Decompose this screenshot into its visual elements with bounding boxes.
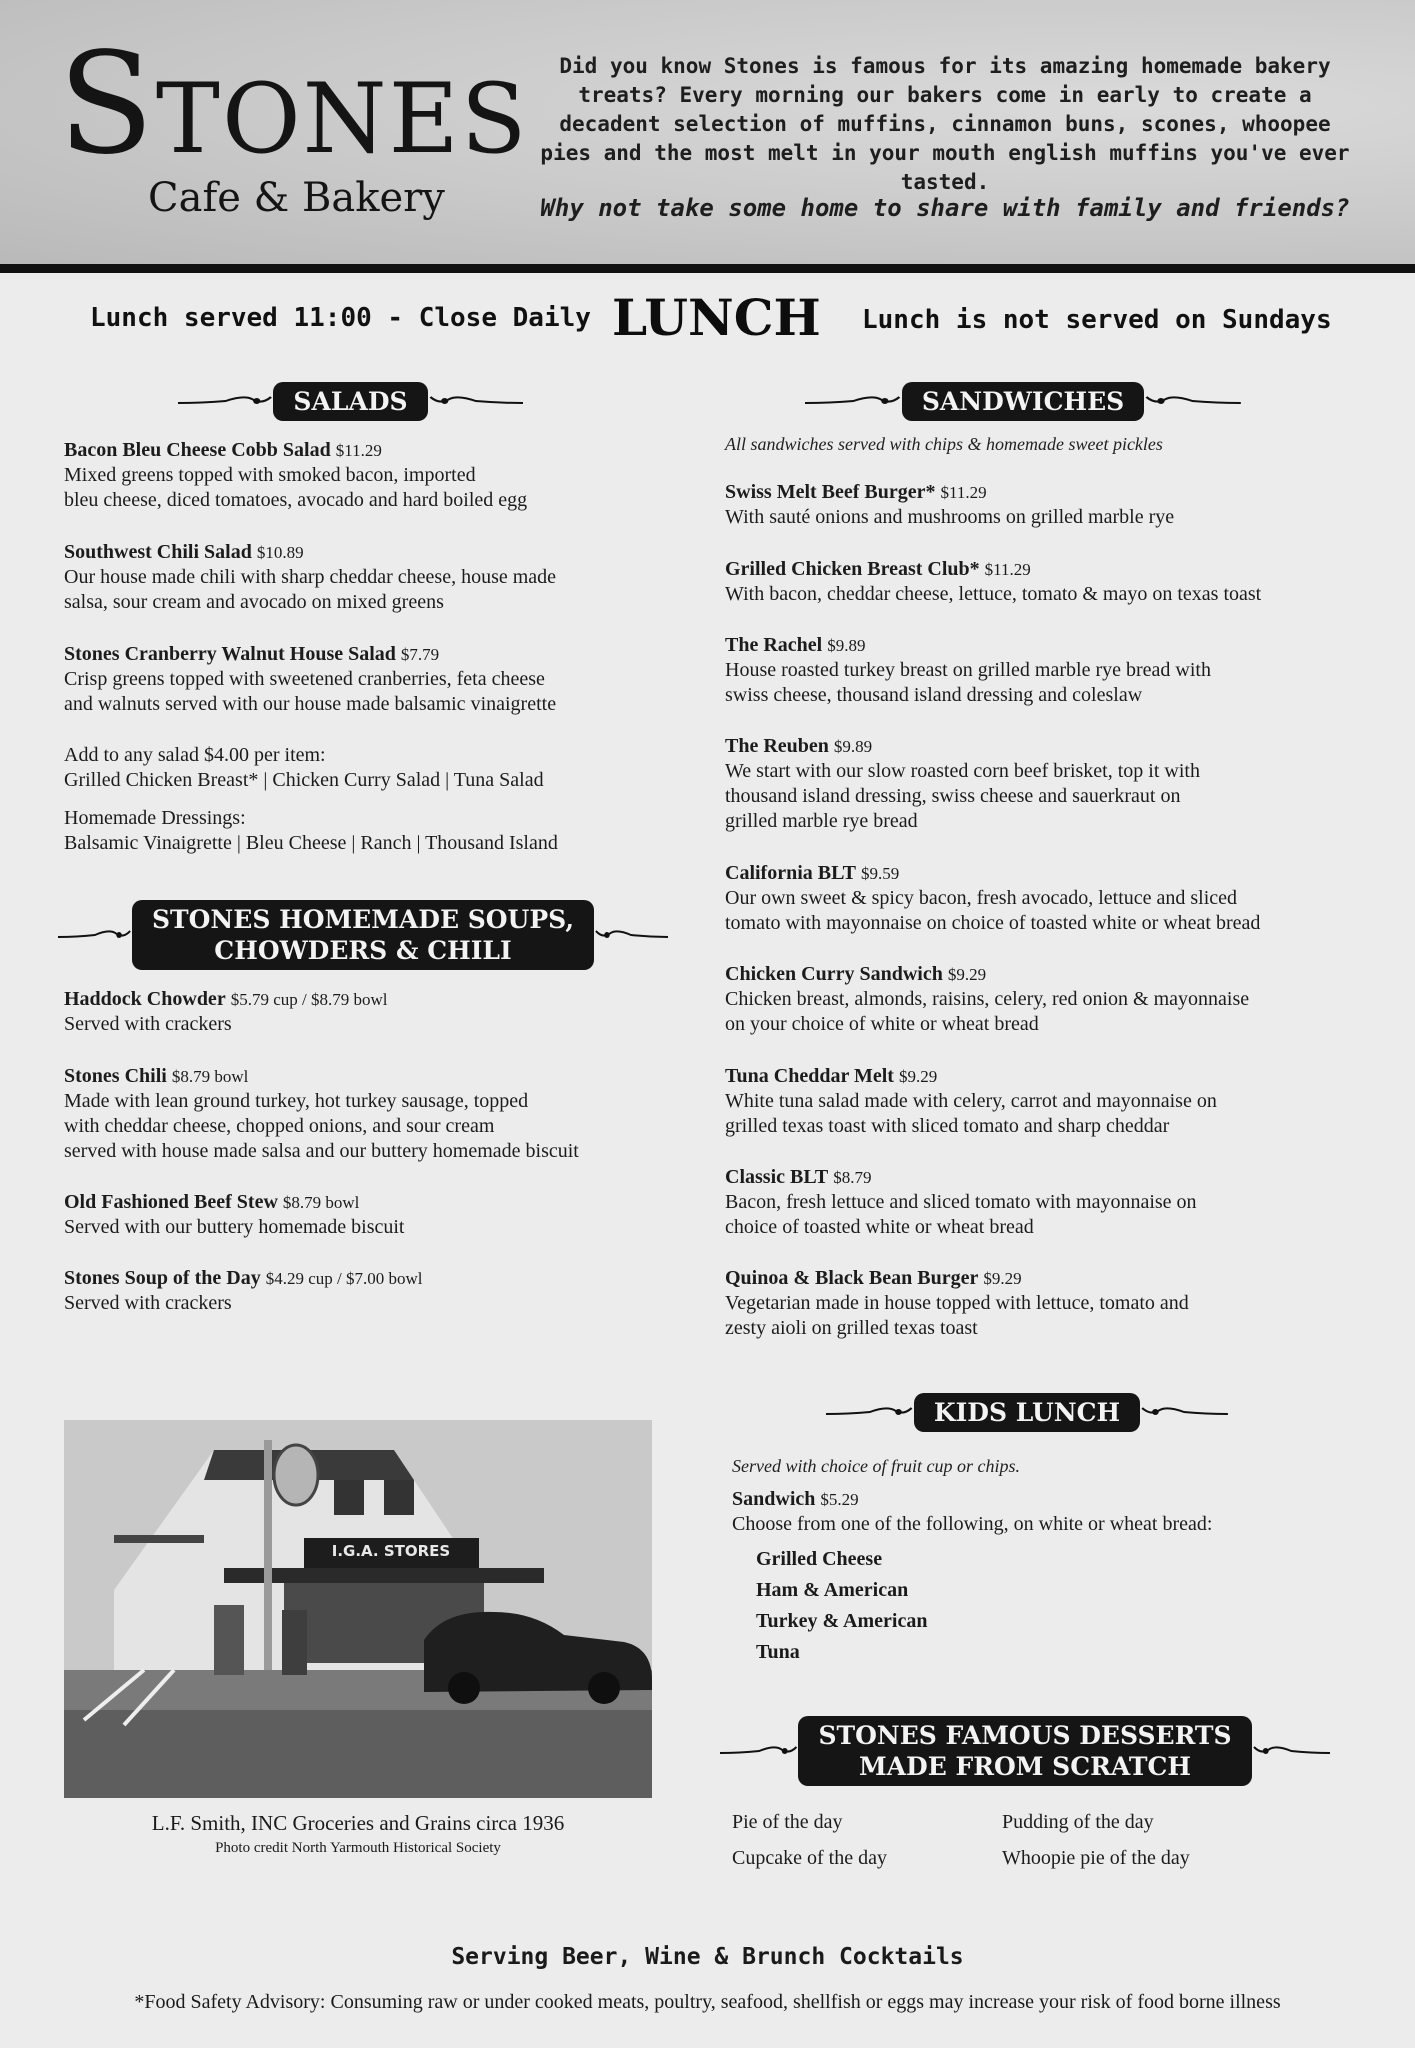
- menu-item: Haddock Chowder $5.79 cup / $8.79 bowl Served with crackers: [64, 988, 388, 1035]
- flourish-left-icon: [178, 389, 273, 413]
- photo-credit: Photo credit North Yarmouth Historical Society: [215, 1840, 501, 1856]
- menu-item: Southwest Chili Salad $10.89 Our house made chili with sharp cheddar cheese, house made salsa, sour cream and avocado on mixed greens: [64, 541, 557, 613]
- bakery-promo-question: Why not take some home to share with family and friends?: [540, 194, 1350, 222]
- salads-heading: SALADS: [273, 382, 427, 421]
- bakery-promo-text: Did you know Stones is famous for its amazing homemade bakery treats? Every morning our bakers come in early to create a decadent selection of muffins, cinnamon buns, scones, whoopee pies and the most melt in your mouth english muffins you've ever tasted.: [540, 54, 1350, 194]
- salads-banner: [178, 380, 523, 422]
- menu-item: The Reuben $9.89 We start with our slow roasted corn beef brisket, top it with thousand island dressing, swiss cheese and sauerkraut on grilled marble rye bread: [725, 735, 1200, 832]
- historic-store-photo: [64, 1420, 652, 1798]
- menu-item: Stones Cranberry Walnut House Salad $7.79 Crisp greens topped with sweetened cranberries, feta cheese and walnuts served with our house made balsamic vinaigrette: [64, 643, 557, 715]
- list-item: Whoopie pie of the day: [1002, 1847, 1190, 1869]
- kids-heading: KIDS LUNCH: [914, 1393, 1140, 1432]
- kids-banner: [826, 1392, 1228, 1432]
- salad-dressings: Homemade Dressings: Balsamic Vinaigrette | Bleu Cheese | Ranch | Thousand Island: [64, 807, 558, 854]
- flourish-left-icon: [805, 389, 902, 413]
- flourish-right-icon: [428, 389, 523, 413]
- menu-item: Quinoa & Black Bean Burger $9.29 Vegetarian made in house topped with lettuce, tomato and zesty aioli on grilled texas toast: [725, 1267, 1189, 1339]
- kids-options: [756, 1544, 1156, 1668]
- header-divider: [0, 264, 1415, 273]
- soups-banner: [58, 900, 668, 970]
- list-item: Cupcake of the day: [732, 1847, 887, 1869]
- store-sign: I.G.A. STORES: [331, 1542, 451, 1560]
- menu-item: Stones Soup of the Day $4.29 cup / $7.00 bowl Served with crackers: [64, 1267, 423, 1314]
- logo-subtitle: Cafe & Bakery: [148, 175, 445, 221]
- flourish-left-icon: [720, 1739, 798, 1763]
- sandwiches-heading: SANDWICHES: [902, 382, 1144, 421]
- lunch-sunday-note: Lunch is not served on Sundays: [862, 305, 1332, 335]
- logo-wordmark: STONES: [58, 23, 529, 186]
- food-safety-advisory: *Food Safety Advisory: Consuming raw or under cooked meats, poultry, seafood, shellfish or eggs may increase your risk of food borne illness: [134, 1991, 1281, 2013]
- sandwiches-banner: [805, 380, 1241, 422]
- list-item: Grilled Cheese: [756, 1548, 883, 1570]
- desserts-banner: [720, 1716, 1330, 1786]
- page-title: LUNCH: [612, 288, 821, 347]
- menu-item: Classic BLT $8.79 Bacon, fresh lettuce and sliced tomato with mayonnaise on choice of toasted white or wheat bread: [725, 1166, 1197, 1238]
- flourish-left-icon: [826, 1400, 914, 1424]
- flourish-right-icon: [1144, 389, 1241, 413]
- list-item: Pie of the day: [732, 1811, 843, 1833]
- menu-item: Grilled Chicken Breast Club* $11.29 With bacon, cheddar cheese, lettuce, tomato & mayo on texas toast: [725, 558, 1262, 605]
- menu-item: Tuna Cheddar Melt $9.29 White tuna salad made with celery, carrot and mayonnaise on grilled texas toast with sliced tomato and sharp cheddar: [725, 1065, 1217, 1137]
- list-item: Pudding of the day: [1002, 1811, 1154, 1833]
- list-item: Turkey & American: [756, 1610, 928, 1632]
- soups-heading: STONES HOMEMADE SOUPS, CHOWDERS & CHILI: [132, 900, 594, 970]
- flourish-left-icon: [58, 923, 132, 947]
- menu-item: California BLT $9.59 Our own sweet & spicy bacon, fresh avocado, lettuce and sliced tomato with mayonnaise on choice of toasted white or wheat bread: [725, 862, 1261, 934]
- flourish-right-icon: [1140, 1400, 1228, 1424]
- salad-addons: Add to any salad $4.00 per item: Grilled Chicken Breast* | Chicken Curry Salad | Tuna Salad: [64, 744, 544, 791]
- menu-item: The Rachel $9.89 House roasted turkey breast on grilled marble rye bread with swiss cheese, thousand island dressing and coleslaw: [725, 634, 1211, 706]
- flourish-right-icon: [1252, 1739, 1330, 1763]
- desserts-heading: STONES FAMOUS DESSERTS MADE FROM SCRATCH: [798, 1716, 1251, 1786]
- kids-note: Served with choice of fruit cup or chips.: [732, 1456, 1020, 1476]
- flourish-right-icon: [594, 923, 668, 947]
- kids-sandwich: Sandwich $5.29 Choose from one of the following, on white or wheat bread:: [732, 1488, 1213, 1535]
- menu-item: Bacon Bleu Cheese Cobb Salad $11.29 Mixed greens topped with smoked bacon, imported bleu cheese, diced tomatoes, avocado and hard boiled egg: [64, 439, 528, 511]
- lunch-hours: Lunch served 11:00 - Close Daily: [90, 303, 591, 333]
- photo-caption: L.F. Smith, INC Groceries and Grains circa 1936: [151, 1811, 565, 1835]
- list-item: Tuna: [756, 1641, 800, 1663]
- menu-item: Swiss Melt Beef Burger* $11.29 With sauté onions and mushrooms on grilled marble rye: [725, 481, 1175, 528]
- menu-item: Old Fashioned Beef Stew $8.79 bowl Served with our buttery homemade biscuit: [64, 1191, 405, 1238]
- list-item: Ham & American: [756, 1579, 909, 1601]
- menu-item: Chicken Curry Sandwich $9.29 Chicken breast, almonds, raisins, celery, red onion & mayonnaise on your choice of white or wheat bread: [725, 963, 1250, 1035]
- beverages-note: Serving Beer, Wine & Brunch Cocktails: [451, 1944, 964, 1970]
- sandwiches-note: All sandwiches served with chips & homemade sweet pickles: [725, 434, 1163, 454]
- menu-item: Stones Chili $8.79 bowl Made with lean ground turkey, hot turkey sausage, topped with cheddar cheese, chopped onions, and sour cream served with house made salsa and our buttery homemade biscuit: [64, 1065, 579, 1162]
